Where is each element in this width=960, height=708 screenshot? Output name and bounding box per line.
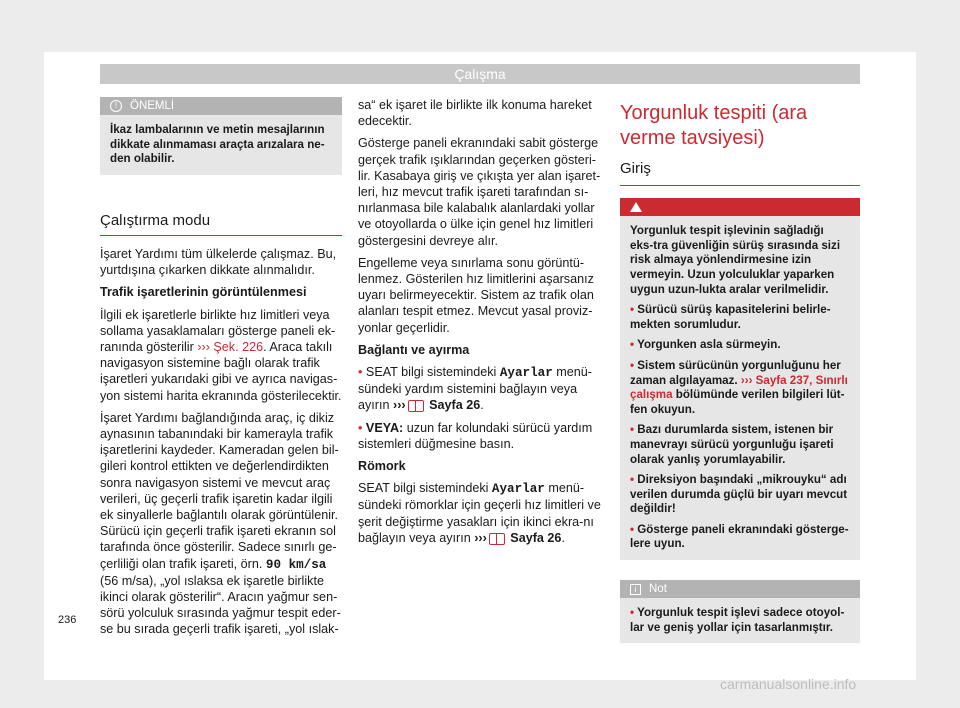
list-item <box>358 364 605 414</box>
warning-triangle-icon <box>630 202 642 212</box>
subheading: Bağlantı ve ayırma <box>358 342 470 357</box>
column-right <box>620 97 860 643</box>
book-icon <box>489 533 505 545</box>
subheading: Römork <box>358 459 406 474</box>
speed-value: 90 km/sa <box>265 557 327 572</box>
column-middle <box>358 97 605 552</box>
notice-box <box>100 97 342 175</box>
chapter-header: Çalışma <box>100 64 860 84</box>
link-arrow: ››› <box>393 398 406 413</box>
warning-box <box>620 198 860 560</box>
link-arrow: ››› <box>474 530 487 545</box>
list-item: • Sürücü sürüş kapasitelerini belirle-mekten sorumludur. <box>630 303 850 332</box>
list-item: • Bazı durumlarda sistem, istenen bir manevrayı sürücü yorgunluğu işareti olarak yanlış yorumlayabilir. <box>630 423 850 467</box>
notice-header <box>100 97 342 115</box>
page-link[interactable]: Sayfa 26 <box>506 530 562 545</box>
warning-text: Yorgunluk tespit işlevinin sağladığı eks-tra güvenliğin sürüş sırasında sizi risk almaya yönlendirmesine izin vermeyin. Uzun yolculuklar yaparken uygun uzun-lukta aralar verilmelidir. <box>630 224 841 296</box>
section-title: Çalıştırma modu <box>100 213 342 236</box>
note-box <box>620 580 860 643</box>
page-link[interactable]: Sayfa 26 <box>425 398 481 413</box>
paragraph: Engelleme veya sınırlama sonu görüntü-lenmez. Gösterilen hız limitlerini aşarsanız uyarı belirmeyecektir. Sistem az trafik olan alanları tespit etmez. Mevcut yasal proviz-yonlar geçerlidir. <box>358 255 594 335</box>
list-item: • Yorgunken asla sürmeyin. <box>630 338 850 353</box>
text: İlgili ek işaretlerle birlikte hız limitleri veya sollama yasaklamaları gösterge paneli ek-ranında gösterilir <box>100 307 336 354</box>
list-item <box>630 359 850 417</box>
paragraph: sa“ ek işaret ile birlikte ilk konuma hareket edecektir. <box>358 98 592 129</box>
notice-title: ÖNEMLİ <box>130 100 175 112</box>
text: İşaret Yardımı bağlandığında araç, iç dikiz aynasının tabanındaki bir kamerayla trafik işaretlerini kaydeder. Kameradan gelen bil-gileri kontrol ettikten ve değerlendirdikten sonra navigasyon sistemi ve mevcut araç verileri, üç geçerli trafik işaretin kadar ilgili ek sinyallerle bağlantılı olarak görüntülenir. Sürücü için geçerli trafik işareti ekranın sol tarafında önce gösterilir. Sadece sınırlı ge-çerliliği olan trafik işareti, örn. <box>100 410 339 571</box>
notice-body: İkaz lambalarının ve metin mesajlarının dikkate alınmaması araçta arızalara ne-den olabilir. <box>110 123 325 166</box>
watermark: carmanualsonline.info <box>720 676 857 692</box>
paragraph <box>100 410 342 638</box>
paragraph <box>358 480 605 546</box>
text: menü-sündeki yardım sistemini bağlayın veya ayırın <box>358 365 592 413</box>
paragraph <box>100 307 342 404</box>
text: Sistem sürücünün yorgunluğunu her zaman algılayamaz. <box>630 358 841 387</box>
info-icon: i <box>630 584 641 595</box>
note-header <box>620 580 860 598</box>
list-item: • Yorgunluk tespit işlevi sadece otoyol-lar ve geniş yollar için tasarlanmıştır. <box>630 606 850 635</box>
section-title: Giriş <box>620 161 860 186</box>
list-item <box>358 420 605 452</box>
warning-body <box>620 216 860 560</box>
info-circle-icon: ! <box>110 100 122 112</box>
book-icon <box>408 400 424 412</box>
list-item: • Gösterge paneli ekranındaki gösterge-lere uyun. <box>630 523 850 552</box>
warning-title: DİKKAT <box>650 201 691 214</box>
figure-link[interactable]: ››› Şek. 226 <box>197 340 264 354</box>
note-body <box>620 598 860 643</box>
text: (56 m/sa), „yol ıslaksa ek işaretle birlikte ikinci olarak gösterilir“. Aracın yağmur sen-sörü yolculuk sırasında yağmur tespit eder-se bu sırada geçerli trafik işareti, „yol ıslak- <box>100 573 341 637</box>
note-title: Not <box>649 583 667 596</box>
text: . <box>561 530 565 545</box>
page-link[interactable]: ››› Sayfa 237, Sınırlı çalışma <box>630 373 848 402</box>
text: . Araca takılı navigasyon sistemine bağlı olarak trafik işaretleri yukarıdaki gibi ve ayrıca navigas-yon sistemi harita ekranında gösterilecektir. <box>100 340 342 403</box>
text: SEAT bilgi sistemindeki <box>358 481 492 496</box>
warning-header <box>620 198 860 216</box>
text: . <box>480 398 484 413</box>
menu-name: Ayarlar <box>499 366 553 381</box>
list-item: • Direksiyon başındaki „mikrouyku“ adı verilen durumda güçlü bir uyarı mevcut değildir! <box>630 473 850 517</box>
menu-name: Ayarlar <box>491 482 545 497</box>
page-number: 236 <box>58 614 77 626</box>
paragraph: Gösterge paneli ekranındaki sabit gösterge gerçek trafik ışıklarından geçerken gösteri-lir. Kasabaya giriş ve çıkışta yer alan işaret-leri, hız mevcut trafik işareti tarafından sı-nırlanmasa bile kalabalık alanlardaki yollar ve otoyollarda o ülke için genel hız limitleri göstergesini devreye alır. <box>358 136 601 248</box>
text: uzun far kolundaki sürücü yardım sistemleri düğmesine basın. <box>358 420 593 451</box>
column-left <box>100 97 342 644</box>
text: SEAT bilgi sistemindeki <box>365 365 500 380</box>
subheading: Trafik işaretlerinin görüntülenmesi <box>100 285 307 300</box>
text: bölümünde verilen bilgileri lüt-fen okuyun. <box>630 388 845 416</box>
text: menü-sündeki römorklar için geçerli hız limitleri ve şerit değiştirme yasakları için ikinci ekra-nı bağlayın veya ayırın <box>358 481 601 545</box>
paragraph: İşaret Yardımı tüm ülkelerde çalışmaz. Bu, yurtdışına çıkarken dikkate alınmalıdır. <box>100 246 337 278</box>
label: VEYA: <box>365 420 404 435</box>
page-title: Yorgunluk tespiti (ara verme tavsiyesi) <box>620 102 808 149</box>
